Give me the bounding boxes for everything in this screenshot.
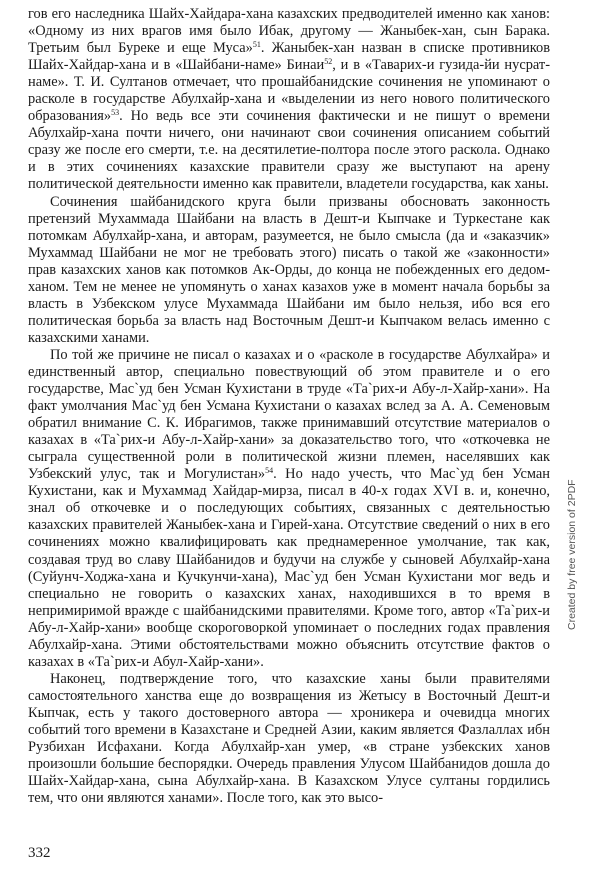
- page-number: 332: [28, 845, 51, 861]
- text-segment: . Жаныбек-хан назван в списке противников Шайх-Хайдар-хана и в «Шайбани-наме» Бинаи: [28, 40, 551, 74]
- text-segment: Наконец, подтверждение того, что казахские ханы были правителями самостоятельного ханства еще до возвращения из Жетысу в Восточный Дешт-и Кыпчак, есть у такого достоверного автора — хроникера и очевидца многих событий того времени в Казахстане и Средней Азии, каким является Фазлаллах ибн Рузбихан Исфахани. Когда Абулхайр-хан умер, «в стране узбекских ханов произошли большие беспорядки. Очередь правления Улусом Шайбанидов дошла до Шайх-Хайдар-хана, сына Абулхайр-хана. В Казахском Улусе султаны гордились тем, что они являются ханами». После того, как это высо-: [28, 670, 550, 807]
- footnote-ref: 54: [265, 466, 274, 476]
- text-segment: Сочинения шайбанидского круга были призваны обосновать законность претензий Мухаммада Шайбани на власть в Дешт-и Кыпчаке и Туркестане как потомкам Абулхайр-хана, и авторам, разумеется, не было смысла (да и «заказчик» Мухаммад Шайбани не мог не требовать этого) писать о такой же «законности» прав казахских ханов как потомков Ак-Орды, до конца не побежденных его дедом-ханом. Тем не менее не упомянуть о ханах казахов уже в момент начала борьбы за власть в Узбекском улусе Мухаммада Шайбани им было нельзя, ибо вся его политическая борьба за власть над Восточным Дешт-и Кыпчаком велась именно с казахскими ханами.: [28, 193, 550, 346]
- paragraph-4: [28, 671, 550, 807]
- text-segment: . Но ведь все эти сочинения фактически и не пишут о времени Абулхайр-хана почти ничего, они начинают свои сочинения описанием событий сразу же после его смерти, т.е. на десятилетие-полтора после этого раскола. Однако и в этих сочинениях казахские правители сразу же выступают на арену политической деятельности именно как правители, владетели государства, как ханы.: [28, 108, 550, 193]
- footnote-ref: 51: [252, 40, 261, 50]
- footnote-ref: 52: [324, 57, 333, 67]
- paragraph-1: [28, 6, 550, 194]
- page-text: [28, 6, 550, 807]
- text-segment: гов его наследника Шайх-Хайдара-хана казахских предводителей именно как ханов: «Одному из них врагов имя было Ибак, другому — Жаныбек-хан, сын Барака. Третьим был Буреке и еще Муса»: [28, 6, 550, 57]
- watermark-text: Created by free version of 2PDF: [566, 479, 578, 630]
- text-segment: , и в «Таварих-и гузида-йи нусрат-наме». Т. И. Султанов отмечает, что прошайбанидские сочинения не упоминают о расколе в государстве Абулхайр-хана и «выделении из него нового политического образования»: [28, 57, 551, 125]
- paragraph-3: [28, 347, 550, 671]
- text-segment: По той же причине не писал о казахах и о «расколе в государстве Абулхайра» и единственный автор, специально повествующий об этом правителе и о его государстве, Мас`уд бен Усман Кухистани в труде «Та`рих-и Абу-л-Хайр-хани». На факт умолчания Мас`уд бен Усмана Кухистани о казахах вслед за А. А. Семеновым обратил внимание С. К. Ибрагимов, также принимавший отсутствие материалов о казахах в «Та`рих-и Абу-л-Хайр-хани» за доказательство того, что «откочевка не сыграла существенной роли в политической жизни племен, населявших как Узбекский улус, так и Могулистан»: [28, 346, 550, 483]
- footnote-ref: 53: [111, 108, 120, 118]
- paragraph-2: [28, 194, 550, 347]
- text-segment: . Но надо учесть, что Мас`уд бен Усман Кухистани, как и Мухаммад Хайдар-мирза, писал в 40-х годах XVI в. и, конечно, знал об откочевке и о последующих событиях, связанных с деятельностью казахских правителей Жаныбек-хана и Гирей-хана. Отсутствие сведений о них в его сочинениях можно квалифицировать как преднамеренное умолчание, так как, создавая труд во славу Шайбанидов и будучи на службе у сыновей Абулхайр-хана (Суйунч-Ходжа-хана и Кучкунчи-хана), Мас`уд бен Усман Кухистани мог ведь и специально не говорить о казахских ханах, находившихся в то время в непримиримой вражде с шайбанидскими правителями. Кроме того, автор «Та`рих-и Абу-л-Хайр-хани» вообще скороговоркой упоминает о последних годах правления Абулхайр-хана. Этими обстоятельствами можно объяснить отсутствие фактов о казахах в «Та`рих-и Абул-Хайр-хани».: [28, 466, 550, 670]
